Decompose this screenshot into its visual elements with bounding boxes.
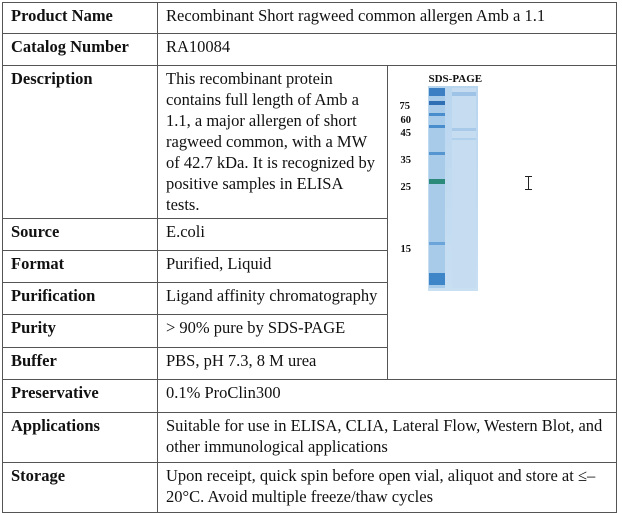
description-label: Description (3, 66, 158, 219)
applications-label: Applications (3, 413, 158, 463)
marker-label-35: 35 (400, 155, 411, 166)
marker-label-75: 75 (399, 101, 410, 112)
marker-label-25: 25 (400, 182, 411, 193)
format-value: Purified, Liquid (158, 251, 388, 283)
marker-label-15: 15 (400, 244, 411, 255)
sample-band-2 (452, 128, 476, 131)
catalog-number-label: Catalog Number (3, 34, 158, 66)
buffer-value: PBS, pH 7.3, 8 M urea (158, 348, 388, 380)
purity-value: > 90% pure by SDS-PAGE (158, 315, 388, 348)
sds-page-figure (387, 66, 617, 380)
marker-label-60: 60 (400, 115, 411, 126)
row-catalog-number (3, 34, 617, 66)
product-name-value: Recombinant Short ragweed common allergen Amb a 1.1 (158, 3, 617, 34)
preservative-value: 0.1% ProClin300 (158, 380, 617, 413)
row-description (3, 66, 617, 219)
storage-value: Upon receipt, quick spin before open vial, aliquot and store at ≤–20°C. Avoid multiple freeze/thaw cycles (158, 463, 617, 513)
format-label: Format (3, 251, 158, 283)
ladder-lane (429, 88, 445, 288)
purity-label: Purity (3, 315, 158, 348)
ladder-band-bottom (429, 273, 445, 285)
sample-band-3 (452, 138, 476, 140)
row-product-name (3, 3, 617, 34)
sample-band-1 (452, 92, 476, 96)
row-preservative (3, 380, 617, 413)
ladder-band-45 (429, 125, 445, 128)
source-label: Source (3, 219, 158, 251)
gel-image (388, 66, 553, 366)
ladder-band-15 (429, 242, 445, 245)
marker-label-45: 45 (400, 128, 411, 139)
source-value: E.coli (158, 219, 388, 251)
text-cursor-icon (528, 176, 529, 190)
ladder-band-75 (429, 101, 445, 105)
applications-value: Suitable for use in ELISA, CLIA, Lateral Flow, Western Blot, and other immunological applications (158, 413, 617, 463)
purification-value: Ligand affinity chromatography (158, 283, 388, 315)
row-applications (3, 413, 617, 463)
storage-label: Storage (3, 463, 158, 513)
ladder-band-35 (429, 152, 445, 155)
ladder-band-60 (429, 113, 445, 116)
row-storage (3, 463, 617, 513)
sample-lane (452, 88, 476, 288)
preservative-label: Preservative (3, 380, 158, 413)
description-value: This recombinant protein contains full length of Amb a 1.1, a major allergen of short ragweed common, with a MW of 42.7 kDa. It is recognized by positive samples in ELISA tests. (158, 66, 388, 219)
ladder-band-top (429, 88, 445, 96)
product-spec-table (2, 2, 617, 513)
buffer-label: Buffer (3, 348, 158, 380)
ladder-band-25 (429, 179, 445, 184)
purification-label: Purification (3, 283, 158, 315)
product-name-label: Product Name (3, 3, 158, 34)
catalog-number-value: RA10084 (158, 34, 617, 66)
sds-page-title: SDS-PAGE (428, 73, 483, 85)
